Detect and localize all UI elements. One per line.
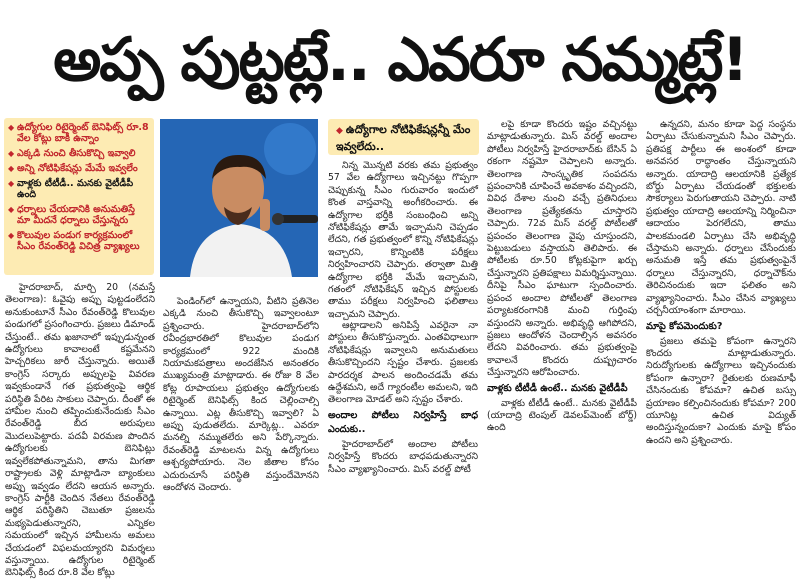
article-column-3-top	[328, 160, 478, 320]
paragraph: హైదరాబాద్, మార్చి 20 (నమస్తే తెలంగాణ): ఓవైపు అప్పు పుట్టడంలేదని అనుకుంటూనే సీఎం రేవంత్‌రెడ్డి కొలువుల పండుగలో ప్రసంగించారు. ప్రజలు డిమాండ్ చేస్తుంటే.. తమ ఖజానాలో ఇప్పుడున్నంత ఉద్యోగులు కావాలంటే కష్టమేనని హెచ్చరికలు జారీ చేస్తున్నారు. అయితే కాంగ్రెస్ సర్కారు అప్పులపై వివరణ ఇవ్వకుండానే గత ప్రభుత్వంపై ఆర్థిక పరిస్థితి పేరిట సాకులు చెప్పారు. దీంతో ఈ హామీల నుంచి తప్పించుకునేందుకు సీఎం రేవంత్‌రెడ్డి బీద అరుపులు మొదలుపెట్టారు. పదవీ విరమణ పొందిన ఉద్యోగులకు బెనిఫిట్లు ఇవ్వలేకపోతున్నామని, తాను మిగతా రాష్ట్రాలకు వెళ్లి మాట్లాడినా బ్యాంకులు అప్పు ఇవ్వడం లేదని ఆయన అన్నారు. కాంగ్రెస్ పార్టీకి చెందిన నేతలు రేవంత్‌రెడ్డి ఆర్థిక పరిస్థితిని చెబుతూ ప్రజలను మభ్యపెడుతున్నారని, ఎన్నికల సమయంలో ఇచ్చిన హామీలను అమలు చేయడంలో విఫలమయ్యారని విమర్శలు వస్తున్నాయి. ఉద్యోగుల రిటైర్మెంట్ బెనిఫిట్స్ కింద రూ.8 వేల కోట్లు	[5, 282, 155, 579]
paragraph: లపై కూడా కొందరు ఇష్టం వచ్చినట్టు మాట్లాడుతున్నారు. మిస్ వరల్డ్ అందాల పోటీలు నిర్వహిస్తే హైదరాబాద్‌కు బేసిన్ ఏ రకంగా నష్టమో చెప్పాలని అన్నారు. తెలంగాణ సాంస్కృతిక సంపదను ప్రపంచానికి చూపించే అవకాశం వచ్చిందని, వివిధ దేశాల నుంచి వచ్చే ప్రతినిధులు తెలంగాణ ప్రత్యేకతను చూస్తారని చెప్పారు. 72వ మిస్ వరల్డ్ పోటీలతో ప్రపంచం తెలంగాణ వైపు చూస్తుందని, పెట్టుబడులు వస్తాయని తెలిపారు. ఈ పోటీలకు రూ.50 కోట్లకుపైగా ఖర్చు చేస్తున్నారని ప్రతిపక్షాలు విమర్శిస్తున్నాయి. దీనిపై సీఎం ఘాటుగా స్పందించారు. ప్రపంచ అందాల పోటీలతో తెలంగాణ పర్యాటకరంగానికి మంచి గుర్తింపు వస్తుందని అన్నారు. అభివృద్ధి ఆగిపోదని, ప్రజలు ఆందోళన చెందాల్సిన అవసరం లేదని వివరించారు. తమ ప్రభుత్వంపై కావాలనే కొందరు దుష్ప్రచారం చేస్తున్నారని ఆరోపించారు.	[487, 119, 637, 379]
article-column-5	[646, 119, 796, 518]
key-point-text: కొలువుల పండుగ కార్యక్రమంలో సీఎం రేవంత్‌రెడ్డి విచిత్ర వ్యాఖ్యలు	[17, 230, 140, 252]
highlight-box	[328, 119, 479, 155]
paragraph: హైదరాబాద్‌లో అందాల పోటీలు నిర్వహిస్తే కొందరు బాధపడుతున్నారని సీఎం వ్యాఖ్యానించారు. మిస్ వరల్డ్ పోటీ	[328, 438, 478, 475]
key-point	[4, 202, 154, 228]
key-point	[4, 120, 154, 146]
article-column-4	[487, 119, 637, 518]
speaker-photo	[160, 119, 318, 277]
paragraph: ఉన్నదని, మనం కూడా పెద్ద సంస్థను ఏర్పాటు చేసుకున్నామని సీఎం చెప్పారు. ప్రతిపక్ష పార్టీలు ఈ అంశంలో కూడా అనవసర రాద్ధాంతం చేస్తున్నాయని అన్నారు. యాదాద్రి ఆలయానికి ప్రత్యేక బోర్డు ఏర్పాటు చేయడంతో భక్తులకు సౌకర్యాలు పెరుగుతాయని చెప్పారు. నాటి ప్రభుత్వం యాదాద్రి ఆలయాన్ని నిర్మించినా ఆదాయం పెరగలేదని, తాము పాలకమండలి ఏర్పాటు చేసి అభివృద్ధి చేస్తామని అన్నారు. ధర్నాలు చేసేందుకు అనుమతి ఇస్తే తమ ప్రభుత్వంపైనే ధర్నాలు చేస్తున్నారని, ధర్నాచౌక్‌ను తెరిచినందుకు ఇదా ఫలితం అని వ్యాఖ్యానించారు. సీఎం చేసిన వ్యాఖ్యలు చర్చనీయాంశంగా మారాయి.	[646, 119, 796, 317]
bullet-icon: ◆	[336, 126, 343, 136]
paragraph: ఆట్లాడాలని అనిపిస్తే ఎవరైనా నా పోస్టులు తీసుకొస్తున్నారు. ఎంతవిధాలుగా నోటిఫికేషన్లు ఇవ్వాలని అనుమతులు తీసుకొచ్చిందని స్పష్టం చేశారు. ప్రజలకు పారదర్శక పాలన అందించడమే తమ ఉద్దేశమని, అదే గ్యారంటీల అమలని, ఇది తెలంగాణ మోడల్ అని స్పష్టం చేశారు.	[328, 320, 478, 406]
bullet-icon: ◆	[8, 179, 15, 188]
bullet-icon: ◆	[8, 123, 15, 132]
paragraph: పెండింగ్‌లో ఉన్నాయని, వీటిని ప్రతినెల ఎక్కడి నుంచి తీసుకొచ్చి ఇవ్వాలంటూ ప్రశ్నించారు. హైదరాబాద్‌లోని రవీంద్రభారతిలో కొలువుల పండుగ కార్యక్రమంలో 922 మందికి నియామకపత్రాలు అందజేసిన అనంతరం ముఖ్యమంత్రి మాట్లాడారు. ఈ రోజు 8 వేల కోట్ల రూపాయలు ప్రభుత్వం ఉద్యోగులకు రిటైర్మెంట్ బెనిఫిట్స్ కింద చెల్లించాల్సి ఉన్నాయి. ఎట్ల తీసుకొచ్చి ఇవ్వాలి? ఏ అప్పు పుడుతలేదు. మార్కెట్ల.. ఎవరూ మనల్ని నమ్ముతలేరు అని పేర్కొన్నారు. రేవంత్‌రెడ్డి మాటలను విన్న ఉద్యోగులు ఆశ్చర్యపోయారు. నెల జీతాల కోసం ఎదురుచూసే పరిస్థితి వస్తుందేమోనని ఆందోళన చెందారు.	[163, 296, 319, 494]
key-points-box	[4, 118, 154, 275]
paragraph: ప్రజలు తమపై కోపంగా ఉన్నారని కొందరు మాట్లాడుతున్నారు. నిరుద్యోగులకు ఉద్యోగాలు ఇచ్చినందుకు కోపంగా ఉన్నారా? రైతులకు రుణమాఫీ చేసినందుకు కోపమా? ఉచిత బస్సు ప్రయాణం కల్పించినందుకు కోపమా? 200 యూనిట్ల ఉచిత విద్యుత్ అందిస్తున్నందుకా? ఎందుకు మాపై కోపం ఉందని అని ప్రశ్నించారు.	[646, 335, 796, 446]
key-point	[4, 176, 154, 202]
key-point	[4, 146, 154, 161]
paragraph: నిన్న మొన్నటి వరకు తమ ప్రభుత్వం 57 వేల ఉద్యోగాలు ఇచ్చినట్టు గొప్పగా చెప్పుకున్న సీఎం గురువారం ఇందులో కొంత వాస్తవాన్ని అంగీకరించారు. ఈ ఉద్యోగాల భర్తీకి సంబంధించి అన్ని నోటిఫికేషన్లు తామే ఇచ్చామని చెప్పడం లేదని, గత ప్రభుత్వంలో కొన్ని నోటిఫికేషన్లు ఇచ్చారని, కొన్నింటికి పరీక్షలు నిర్వహించారని చెప్పారు. తర్వాతా మిత్తి ఉద్యోగాల భర్తీకి మేమే ఇచ్చామని, గతంలో నోటిఫికేషన్ ఇచ్చిన పోస్టులకు తాము పరీక్షలు నిర్వహించి ఫలితాలు ఇచ్చామని చెప్పారు.	[328, 160, 478, 320]
article-column-2	[163, 296, 319, 518]
subheading: మాపై కోపమెందుకు?	[646, 320, 723, 332]
key-point-text: అన్ని నోటిఫికేషన్లు మేమే ఇవ్వలేం	[17, 163, 138, 174]
key-point-text: వాళ్లకు టీటీడీ.. మనకు వైటీడీపీ ఉంది	[17, 178, 134, 200]
bullet-icon: ◆	[8, 205, 15, 214]
bullet-icon: ◆	[8, 231, 15, 240]
paragraph: వాళ్లకు టీటీడీ ఉంటే.. మనకు వైటీడీపీ (యాదాద్రి టెంపుల్ డెవలప్‌మెంట్ బోర్డ్) ఉంది	[487, 397, 637, 434]
headline: అప్ప పుట్టట్లే.. ఎవరూ నమ్మట్లే!	[53, 25, 747, 95]
article-column-3-bottom	[328, 320, 478, 518]
bullet-icon: ◆	[8, 164, 15, 173]
key-point-text: ధర్నాలు చేయడానికి అనుమతిస్తే మా మీదనే ధర్నాలు చేస్తున్నరు	[17, 204, 135, 226]
article-column-1	[5, 282, 155, 579]
subheading: అందాల పోటీలు నిర్వహిస్తే బాధ ఎందుకు..	[328, 409, 478, 435]
key-point-text: ఎక్కడి నుంచి తీసుకొచ్చి ఇవ్వాలి	[17, 148, 136, 159]
subheading: వాళ్లకు టీటీడీ ఉంటే.. మనకు వైటీడీపీ	[487, 382, 628, 394]
person-speaking-icon	[160, 119, 318, 277]
key-point-text: ఉద్యోగుల రిటైర్మెంట్ బెనిఫిట్స్ రూ.8 వేల కోట్లు బాకీ ఉన్నాం	[17, 122, 149, 144]
key-point	[4, 228, 154, 254]
highlight-text: ఉద్యోగాల నోటిఫికేషన్లన్నీ మేం ఇవ్వలేదు..	[336, 123, 471, 153]
key-point	[4, 161, 154, 176]
bullet-icon: ◆	[8, 149, 15, 158]
